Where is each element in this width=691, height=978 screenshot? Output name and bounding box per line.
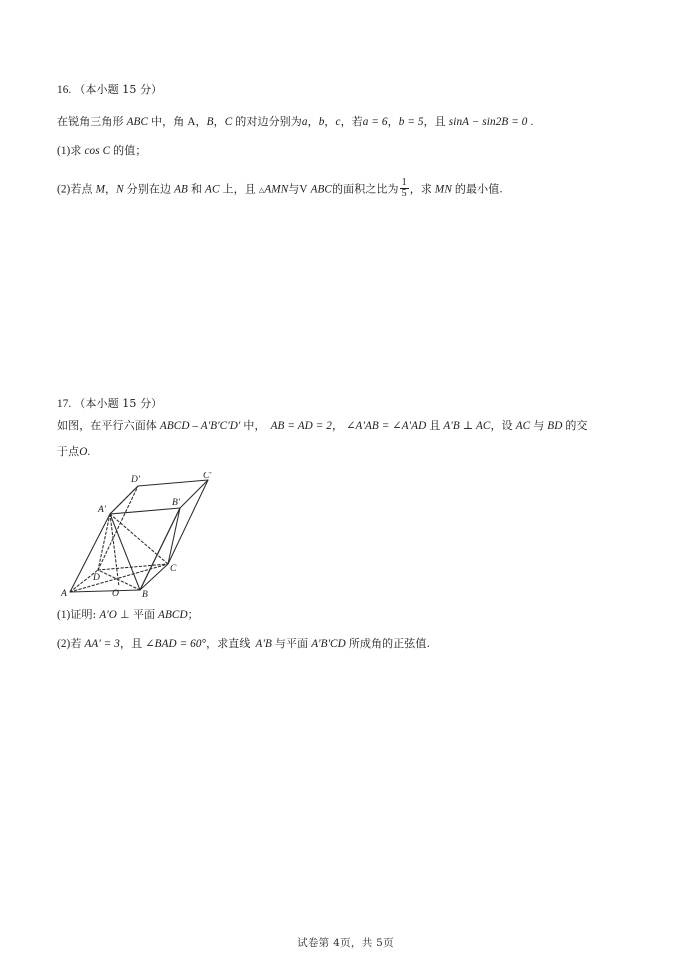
- problem-17-stem-line-2: [57, 446, 90, 459]
- part17-2-comma1: ，且: [119, 637, 143, 650]
- point-o-label: O: [79, 446, 88, 458]
- stem-text-2: 中，角: [151, 115, 185, 128]
- vertex-label-b1: B': [172, 498, 180, 508]
- segment-bd: BD: [547, 420, 563, 432]
- angle-a: A: [187, 116, 196, 128]
- part17-2-with: 与平面: [274, 637, 309, 650]
- edge-c-c1: [168, 480, 208, 564]
- part-label-2: (2): [57, 183, 71, 196]
- stem-text-3: 的对边分别为: [235, 115, 302, 128]
- segment-b1-c: [168, 508, 180, 564]
- equation-aa1: AA' = 3: [84, 638, 120, 650]
- stem17-text-1: 如图，在平行六面体: [57, 419, 157, 432]
- stem17-conj: 且: [429, 419, 441, 432]
- segment-ac: AC: [205, 183, 220, 196]
- comma-1: ，: [195, 115, 207, 128]
- part-2-text-pre: 若点: [70, 182, 93, 196]
- segment-a1-d: [98, 514, 110, 570]
- part17-2-pre: 若: [70, 637, 82, 650]
- problem-16-part-2: [57, 179, 503, 200]
- triangle-amn: AMN: [264, 183, 289, 196]
- vertex-label-b: B: [142, 590, 148, 597]
- period-1: .: [530, 116, 534, 128]
- angle-bad: ∠BAD = 60°: [145, 638, 207, 650]
- comma-6: ，: [104, 182, 117, 196]
- side-c: c: [335, 116, 341, 128]
- segment-ab: AB: [174, 183, 188, 196]
- part17-1-end: ；: [187, 608, 199, 621]
- segment-a1o-expr: A'O: [99, 609, 117, 621]
- part-2-text-mid4: ，求: [409, 182, 432, 196]
- edge-b1-c1: [180, 480, 208, 508]
- stem17-text-2: 中，: [243, 419, 266, 432]
- stem17-comma2: ，设: [490, 419, 513, 432]
- vertex-label-a: A: [61, 589, 67, 597]
- edge-a-a1: [70, 514, 110, 592]
- stem17-with: 与: [533, 419, 545, 432]
- stem17-text-3: 的交: [565, 419, 588, 432]
- triangle-mark-icon: △: [258, 185, 265, 194]
- perp-symbol: ⊥: [119, 609, 130, 621]
- part17-2-comma2: ，求直线: [206, 637, 251, 650]
- side-b: b: [318, 116, 325, 128]
- edge-b-b1-dup: [140, 508, 180, 590]
- equation-ab-ad: AB = AD = 2: [270, 420, 332, 432]
- problem-17-number: 17.: [57, 398, 72, 410]
- part17-2-end: 所成角的正弦值.: [348, 637, 431, 650]
- part-2-text-mid3: 的面积之比为: [332, 182, 399, 196]
- side-a: a: [301, 116, 308, 128]
- area-ratio-fraction: [400, 178, 409, 199]
- problem-16-part-1: [57, 145, 146, 158]
- segment-a1-c: [110, 514, 168, 564]
- vertex-label-o: O: [112, 589, 119, 597]
- stem17-line2-pre: 于点: [57, 445, 80, 458]
- vertex-label-a1: A': [98, 505, 106, 515]
- angle-b: B: [206, 116, 214, 128]
- problem-17-part-2: [57, 638, 430, 651]
- edge-c1-d1: [138, 480, 208, 486]
- part17-1-plane-word: 平面: [132, 608, 156, 621]
- problem-17-part-1: [57, 609, 199, 622]
- edge-d-c: [98, 564, 168, 570]
- perpendicular-condition: A'B ⊥ AC: [443, 420, 491, 432]
- triangle-v-icon: V: [299, 183, 308, 196]
- vertex-label-c1: C': [203, 472, 212, 481]
- point-n: N: [116, 183, 124, 196]
- equation-b: b = 5: [398, 116, 424, 128]
- part-2-text-end: 的最小值.: [454, 182, 503, 196]
- comma-4: ，: [324, 115, 336, 128]
- comma-5: ，: [387, 115, 399, 128]
- comma-7: ，: [331, 419, 344, 432]
- parallelepiped-figure: [60, 472, 235, 597]
- stem-text-1: 在锐角三角形: [57, 115, 124, 128]
- problem-16-points: （本小题 15 分）: [74, 83, 163, 96]
- problem-16-number: 16.: [57, 84, 72, 96]
- point-m: M: [95, 183, 105, 196]
- part17-1-pre: 证明:: [70, 608, 97, 621]
- part17-label-2: (2): [57, 638, 71, 650]
- angle-c: C: [224, 116, 233, 128]
- fraction-numerator: 1: [401, 177, 407, 188]
- plane-abcd: ABCD: [158, 609, 188, 621]
- part-1-text-post: 的值；: [113, 144, 147, 157]
- vertex-label-d1: D': [131, 475, 140, 485]
- segment-a1-d1-helper: [110, 486, 138, 514]
- edge-d-d1: [98, 486, 138, 570]
- comma-2: ，: [213, 115, 225, 128]
- segment-mn: MN: [434, 183, 452, 196]
- part-label-1: (1): [57, 145, 71, 157]
- cos-c-expression: cos C: [84, 145, 111, 157]
- angle-equality: ∠A'AB = ∠A'AD: [346, 420, 427, 432]
- triangle-abc-2: ABC: [310, 183, 332, 196]
- period-2: .: [87, 446, 91, 458]
- vertex-label-c: C: [170, 564, 177, 574]
- part17-label-1: (1): [57, 609, 71, 621]
- page-footer: 试卷第 4页，共 5页: [297, 937, 394, 949]
- edge-a1-b1: [110, 508, 180, 514]
- problem-17-points: （本小题 15 分）: [74, 397, 163, 410]
- part-2-with: 与: [288, 182, 300, 196]
- problem-17-heading: [57, 398, 162, 411]
- plane-a1b1cd: A'B'CD: [311, 638, 346, 650]
- part-2-and: 和: [190, 182, 203, 196]
- solid-label: ABCD – A'B'C'D': [159, 420, 241, 432]
- problem-16-heading: [57, 84, 162, 97]
- edge-a-b: [70, 590, 140, 592]
- part-2-text-mid1: 分别在边: [126, 182, 172, 196]
- fraction-denominator: 5: [401, 188, 407, 199]
- stem-text-5: ，且: [423, 115, 446, 128]
- equation-a: a = 6: [362, 116, 388, 128]
- triangle-abc-label: ABC: [126, 116, 149, 128]
- comma-3: ，: [307, 115, 319, 128]
- stem-text-4: ，若: [340, 115, 363, 128]
- vertex-label-d: D: [93, 573, 100, 583]
- problem-16-stem: [57, 116, 533, 129]
- part-2-text-mid2: 上，且: [222, 182, 256, 196]
- problem-17-stem-line-1: [57, 420, 588, 433]
- trig-condition: sinA − sin2B = 0: [448, 116, 528, 128]
- segment-ac-2: AC: [515, 420, 531, 432]
- line-a1b: A'B: [255, 638, 272, 650]
- part-1-text-pre: 求: [70, 144, 82, 157]
